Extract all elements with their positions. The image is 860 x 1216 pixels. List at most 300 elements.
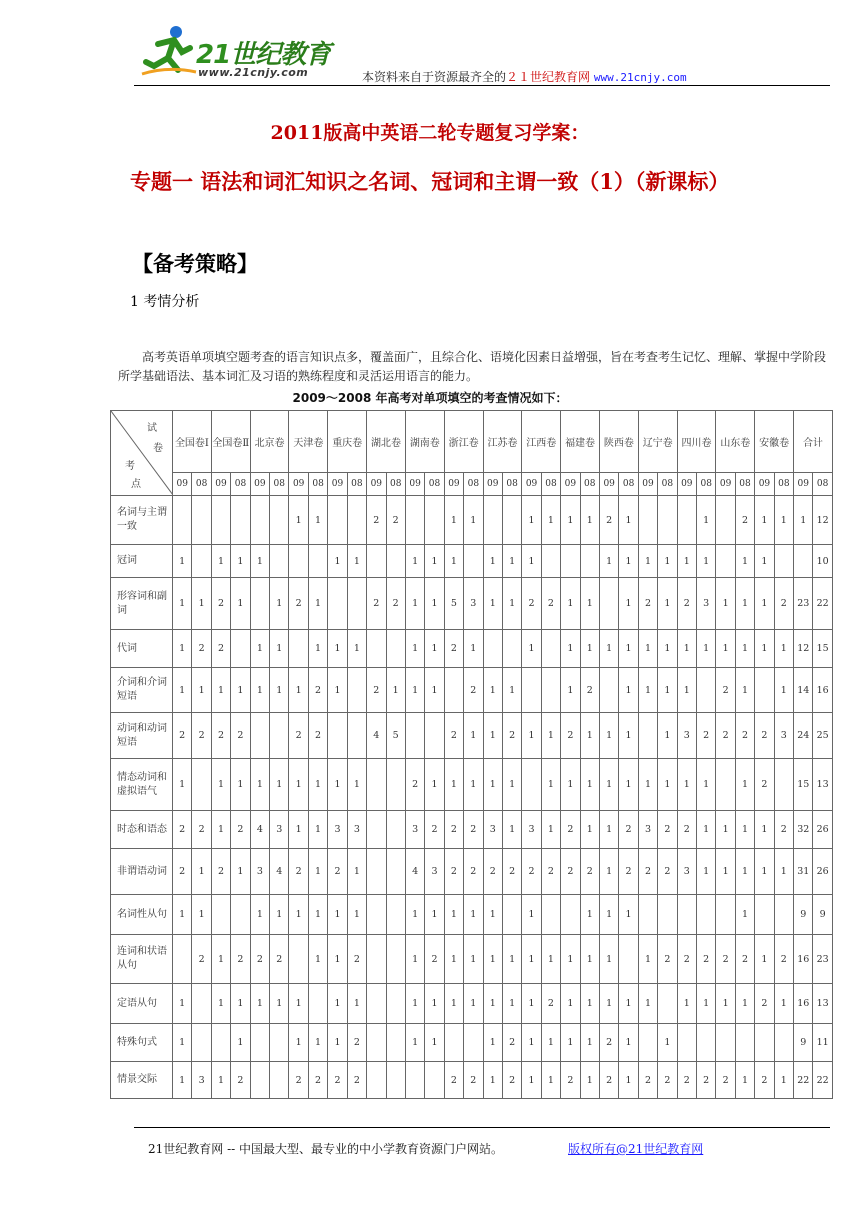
table-cell: 1 (425, 895, 444, 935)
table-cell (347, 496, 366, 545)
table-cell: 1 (774, 630, 793, 668)
table-cell: 1 (289, 668, 308, 713)
table-cell: 2 (347, 1062, 366, 1099)
table-row (111, 668, 833, 713)
table-cell (367, 895, 386, 935)
table-cell: 2 (502, 1062, 521, 1099)
table-cell: 2 (289, 1062, 308, 1099)
table-cell: 1 (755, 849, 774, 895)
province-header: 北京卷 (250, 411, 289, 473)
table-cell (270, 545, 289, 578)
table-cell: 2 (580, 668, 599, 713)
table-cell: 1 (328, 895, 347, 935)
table-cell: 2 (502, 713, 521, 759)
table-cell: 4 (405, 849, 424, 895)
table-row (111, 545, 833, 578)
table-cell: 23 (794, 578, 813, 630)
table-cell: 1 (405, 895, 424, 935)
table-cell: 1 (231, 578, 250, 630)
table-row (111, 713, 833, 759)
table-cell: 4 (250, 811, 269, 849)
table-cell: 2 (173, 849, 192, 895)
year-header: 09 (289, 472, 308, 495)
table-cell: 1 (522, 984, 541, 1024)
table-cell: 2 (502, 849, 521, 895)
table-cell (386, 984, 405, 1024)
table-cell: 2 (735, 935, 754, 984)
table-cell (367, 630, 386, 668)
table-cell: 1 (483, 668, 502, 713)
table-cell (599, 578, 618, 630)
table-cell (386, 759, 405, 811)
table-cell: 1 (561, 578, 580, 630)
table-row (111, 1024, 833, 1062)
table-cell: 1 (444, 895, 463, 935)
table-cell (774, 1024, 793, 1062)
table-cell: 15 (794, 759, 813, 811)
table-cell: 1 (464, 935, 483, 984)
table-cell: 2 (755, 713, 774, 759)
table-cell: 1 (580, 496, 599, 545)
table-cell (541, 545, 560, 578)
table-cell: 1 (599, 935, 618, 984)
table-cell: 2 (444, 811, 463, 849)
table-cell (386, 1062, 405, 1099)
province-header: 辽宁卷 (638, 411, 677, 473)
table-cell: 2 (658, 1062, 677, 1099)
table-cell (173, 935, 192, 984)
table-cell: 1 (658, 545, 677, 578)
table-cell: 2 (367, 578, 386, 630)
table-cell: 2 (444, 630, 463, 668)
table-cell (619, 935, 638, 984)
table-cell: 1 (173, 630, 192, 668)
table-cell: 1 (697, 811, 716, 849)
province-header: 江西卷 (522, 411, 561, 473)
copyright-link[interactable]: 版权所有@21世纪教育网 (568, 1142, 704, 1156)
table-cell: 2 (697, 713, 716, 759)
table-cell: 25 (813, 713, 832, 759)
table-cell (483, 630, 502, 668)
table-cell: 1 (250, 759, 269, 811)
table-row (111, 578, 833, 630)
table-cell (444, 668, 463, 713)
table-cell (347, 668, 366, 713)
table-cell (405, 496, 424, 545)
table-cell: 1 (774, 984, 793, 1024)
table-cell: 1 (735, 895, 754, 935)
table-cell: 1 (619, 578, 638, 630)
table-cell (192, 1024, 211, 1062)
table-cell: 1 (716, 849, 735, 895)
table-cell: 1 (599, 895, 618, 935)
table-cell: 16 (794, 935, 813, 984)
page-header (134, 20, 830, 86)
site-link[interactable]: www.21cnjy.com (593, 71, 687, 84)
table-cell: 1 (464, 895, 483, 935)
year-header: 08 (347, 472, 366, 495)
table-cell: 2 (386, 578, 405, 630)
table-cell (541, 895, 560, 935)
doc-title: 2011版高中英语二轮专题复习学案： (270, 122, 590, 144)
table-cell (716, 759, 735, 811)
table-cell: 1 (599, 849, 618, 895)
table-cell (697, 895, 716, 935)
table-cell (308, 545, 327, 578)
table-cell: 1 (522, 935, 541, 984)
table-cell (386, 630, 405, 668)
table-cell: 1 (425, 630, 444, 668)
province-header: 合计 (794, 411, 833, 473)
table-cell: 1 (619, 895, 638, 935)
table-cell: 1 (502, 759, 521, 811)
table-cell: 2 (716, 935, 735, 984)
row-label: 特殊句式 (111, 1024, 173, 1062)
table-cell: 1 (599, 759, 618, 811)
table-cell: 1 (502, 811, 521, 849)
table-cell: 2 (716, 713, 735, 759)
table-cell: 12 (813, 496, 832, 545)
table-cell: 2 (755, 984, 774, 1024)
year-header: 08 (541, 472, 560, 495)
table-cell: 2 (638, 1062, 657, 1099)
province-header: 湖南卷 (405, 411, 444, 473)
table-cell: 1 (328, 935, 347, 984)
table-cell (405, 713, 424, 759)
table-cell: 1 (328, 545, 347, 578)
corner-label: 点 (131, 479, 141, 490)
table-cell: 1 (561, 935, 580, 984)
table-cell: 1 (619, 630, 638, 668)
table-cell: 1 (308, 578, 327, 630)
table-cell (231, 496, 250, 545)
year-header: 09 (367, 472, 386, 495)
table-cell (638, 496, 657, 545)
table-cell: 2 (658, 935, 677, 984)
table-cell: 2 (328, 1062, 347, 1099)
table-cell: 1 (192, 668, 211, 713)
table-cell: 2 (697, 935, 716, 984)
table-cell: 2 (231, 935, 250, 984)
table-cell: 1 (522, 895, 541, 935)
table-cell: 1 (716, 811, 735, 849)
table-cell: 1 (677, 545, 696, 578)
table-cell (697, 1024, 716, 1062)
table-cell: 26 (813, 849, 832, 895)
table-cell: 5 (386, 713, 405, 759)
table-cell: 1 (716, 630, 735, 668)
table-cell: 1 (502, 578, 521, 630)
table-cell: 2 (541, 849, 560, 895)
table-cell: 1 (502, 935, 521, 984)
year-header: 08 (308, 472, 327, 495)
table-corner-cell (111, 411, 173, 496)
table-cell (658, 984, 677, 1024)
table-cell: 2 (774, 578, 793, 630)
table-cell: 1 (483, 984, 502, 1024)
table-cell: 1 (735, 1062, 754, 1099)
table-cell: 2 (522, 849, 541, 895)
year-header: 08 (735, 472, 754, 495)
table-row (111, 1062, 833, 1099)
table-cell: 13 (813, 759, 832, 811)
table-row (111, 811, 833, 849)
row-label: 连词和状语从句 (111, 935, 173, 984)
year-header: 08 (502, 472, 521, 495)
table-cell: 1 (328, 630, 347, 668)
table-cell: 1 (405, 545, 424, 578)
table-cell: 24 (794, 713, 813, 759)
table-cell: 3 (464, 578, 483, 630)
table-cell (270, 496, 289, 545)
table-cell: 2 (561, 849, 580, 895)
table-cell: 1 (755, 545, 774, 578)
table-cell: 2 (619, 811, 638, 849)
table-cell: 1 (250, 668, 269, 713)
table-cell: 3 (677, 849, 696, 895)
table-cell: 2 (444, 713, 463, 759)
table-cell: 1 (638, 630, 657, 668)
table-cell: 1 (697, 984, 716, 1024)
table-row (111, 895, 833, 935)
table-cell: 1 (192, 895, 211, 935)
table-cell (250, 1024, 269, 1062)
table-cell: 1 (483, 935, 502, 984)
table-cell: 2 (735, 713, 754, 759)
table-cell: 2 (289, 713, 308, 759)
table-cell: 3 (425, 849, 444, 895)
row-label: 形容词和副词 (111, 578, 173, 630)
table-cell: 1 (619, 1024, 638, 1062)
table-cell (386, 935, 405, 984)
table-cell (716, 545, 735, 578)
table-cell: 2 (192, 935, 211, 984)
table-row (111, 630, 833, 668)
table-cell: 1 (308, 895, 327, 935)
table-cell: 1 (697, 545, 716, 578)
table-cell: 2 (677, 1062, 696, 1099)
table-cell: 1 (522, 1062, 541, 1099)
table-cell (541, 630, 560, 668)
table-cell: 1 (464, 630, 483, 668)
table-cell: 1 (522, 713, 541, 759)
table-cell: 1 (464, 496, 483, 545)
table-cell: 1 (619, 668, 638, 713)
table-cell: 1 (599, 713, 618, 759)
table-cell (367, 1024, 386, 1062)
table-cell: 2 (658, 811, 677, 849)
table-cell: 22 (813, 578, 832, 630)
province-header: 湖北卷 (367, 411, 406, 473)
table-cell: 1 (405, 1024, 424, 1062)
table-cell: 1 (270, 578, 289, 630)
table-cell: 1 (580, 811, 599, 849)
table-cell: 1 (328, 984, 347, 1024)
table-cell: 1 (231, 759, 250, 811)
province-header: 安徽卷 (755, 411, 794, 473)
table-cell (697, 668, 716, 713)
table-cell: 1 (677, 668, 696, 713)
table-cell: 1 (735, 545, 754, 578)
table-cell (638, 895, 657, 935)
table-cell: 1 (658, 713, 677, 759)
table-cell: 1 (599, 630, 618, 668)
table-cell: 2 (367, 668, 386, 713)
row-label: 动词和动词短语 (111, 713, 173, 759)
table-cell (231, 895, 250, 935)
table-cell (405, 1062, 424, 1099)
table-cell: 1 (794, 496, 813, 545)
row-label: 代词 (111, 630, 173, 668)
corner-label: 考 (125, 461, 135, 472)
table-cell (774, 895, 793, 935)
table-cell: 3 (192, 1062, 211, 1099)
table-cell: 1 (464, 759, 483, 811)
year-header: 09 (638, 472, 657, 495)
table-cell (250, 713, 269, 759)
table-cell (270, 713, 289, 759)
table-cell: 1 (308, 811, 327, 849)
table-cell (658, 895, 677, 935)
table-cell (192, 984, 211, 1024)
table-cell: 1 (211, 668, 230, 713)
table-cell: 1 (774, 668, 793, 713)
table-cell: 1 (619, 984, 638, 1024)
table-cell (367, 1062, 386, 1099)
table-cell (774, 759, 793, 811)
table-cell: 1 (522, 545, 541, 578)
table-cell (716, 496, 735, 545)
table-cell: 2 (735, 496, 754, 545)
year-header: 08 (425, 472, 444, 495)
table-cell: 1 (289, 496, 308, 545)
table-cell: 2 (231, 1062, 250, 1099)
table-cell: 1 (250, 984, 269, 1024)
table-cell: 1 (599, 984, 618, 1024)
table-cell: 2 (774, 811, 793, 849)
logo-wordmark: 21世纪教育 (196, 40, 331, 70)
table-cell: 1 (347, 545, 366, 578)
province-header: 重庆卷 (328, 411, 367, 473)
table-cell (580, 545, 599, 578)
table-cell (192, 496, 211, 545)
province-header: 全国卷Ⅰ (173, 411, 212, 473)
table-cell: 1 (444, 759, 463, 811)
table-cell (328, 578, 347, 630)
table-cell: 1 (347, 984, 366, 1024)
table-cell: 2 (367, 496, 386, 545)
table-cell: 2 (619, 849, 638, 895)
table-cell (735, 1024, 754, 1062)
table-cell: 32 (794, 811, 813, 849)
year-header: 09 (755, 472, 774, 495)
table-cell: 1 (638, 668, 657, 713)
table-cell: 1 (211, 1062, 230, 1099)
table-cell: 2 (697, 1062, 716, 1099)
table-cell: 1 (677, 984, 696, 1024)
table-cell: 14 (794, 668, 813, 713)
province-header: 福建卷 (561, 411, 600, 473)
table-cell: 1 (347, 630, 366, 668)
table-cell: 22 (794, 1062, 813, 1099)
table-cell (289, 630, 308, 668)
table-cell: 2 (211, 630, 230, 668)
table-cell: 1 (444, 984, 463, 1024)
table-cell: 1 (561, 759, 580, 811)
row-label: 冠词 (111, 545, 173, 578)
table-cell (289, 935, 308, 984)
table-cell: 1 (599, 545, 618, 578)
table-cell: 1 (405, 668, 424, 713)
year-header: 08 (386, 472, 405, 495)
table-cell: 2 (425, 811, 444, 849)
year-header: 08 (464, 472, 483, 495)
table-cell: 1 (425, 545, 444, 578)
table-cell: 1 (580, 759, 599, 811)
table-cell: 1 (638, 984, 657, 1024)
table-cell: 1 (289, 811, 308, 849)
table-cell (367, 759, 386, 811)
table-cell: 2 (638, 578, 657, 630)
year-header: 09 (328, 472, 347, 495)
table-cell: 1 (755, 496, 774, 545)
table-cell: 1 (697, 759, 716, 811)
table-cell: 1 (289, 895, 308, 935)
table-cell: 1 (425, 759, 444, 811)
table-row (111, 849, 833, 895)
table-cell: 1 (522, 496, 541, 545)
table-cell: 1 (697, 630, 716, 668)
table-cell: 1 (425, 984, 444, 1024)
table-cell (502, 630, 521, 668)
table-cell: 1 (580, 895, 599, 935)
table-cell (367, 935, 386, 984)
table-cell: 3 (677, 713, 696, 759)
table-row (111, 935, 833, 984)
table-cell: 3 (774, 713, 793, 759)
table-cell: 1 (619, 713, 638, 759)
table-cell: 2 (541, 578, 560, 630)
table-cell: 1 (735, 849, 754, 895)
table-cell: 2 (328, 849, 347, 895)
table-cell (677, 496, 696, 545)
year-header: 08 (774, 472, 793, 495)
table-cell: 1 (211, 759, 230, 811)
intro-paragraph: 高考英语单项填空题考查的语言知识点多，覆盖面广，且综合化、语境化因素日益增强，旨在考查考生记忆、理解、掌握中学阶段所学基础语法、基本词汇及习语的熟练程度和灵活运用语言的能力。 (118, 350, 827, 383)
table-cell: 1 (425, 1024, 444, 1062)
table-cell: 1 (347, 895, 366, 935)
table-cell: 22 (813, 1062, 832, 1099)
table-cell: 2 (599, 1024, 618, 1062)
table-cell (425, 1062, 444, 1099)
brand-link[interactable]: ２１世纪教育网 (506, 70, 591, 84)
table-cell (347, 578, 366, 630)
table-cell: 1 (173, 545, 192, 578)
table-cell: 1 (638, 759, 657, 811)
exam-stats-table (110, 410, 833, 1099)
table-cell: 1 (173, 668, 192, 713)
site-logo[interactable] (134, 20, 334, 86)
table-cell: 1 (580, 1024, 599, 1062)
table-cell: 2 (211, 849, 230, 895)
year-header: 09 (794, 472, 813, 495)
table-cell: 1 (173, 759, 192, 811)
table-cell (367, 545, 386, 578)
table-cell: 9 (794, 895, 813, 935)
table-cell: 11 (813, 1024, 832, 1062)
table-cell: 1 (308, 759, 327, 811)
table-cell (308, 984, 327, 1024)
